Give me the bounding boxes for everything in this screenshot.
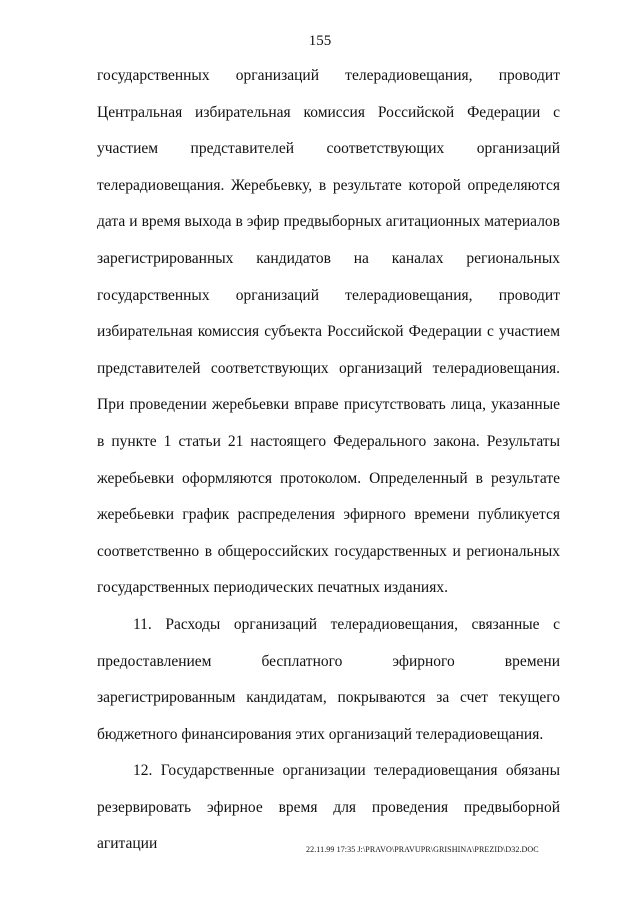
- document-body: [97, 58, 560, 863]
- page-number: 155: [308, 33, 332, 49]
- paragraph-item-12: 12. Государственные организации телерадиовещания обязаны резервировать эфирное время для проведения предвыборной агитации: [97, 762, 560, 853]
- paragraph-continuation: государственных организаций телерадиовещания, проводит Центральная избирательная комиссия Российской Федерации с участием представителей соответствующих организаций телерадиовещания. Жеребьевку, в результате которой определяются дата и время выхода в эфир предвыборных агитационных материалов зарегистрированных кандидатов на каналах региональных государственных организаций телерадиовещания, проводит избирательная комиссия субъекта Российской Федерации с участием представителей соответствующих организаций телерадиовещания. При проведении жеребьевки вправе присутствовать лица, указанные в пункте 1 статьи 21 настоящего Федерального закона. Результаты жеребьевки оформляются протоколом. Определенный в результате жеребьевки график распределения эфирного времени публикуется соответственно в общероссийских государственных и региональных государственных периодических печатных изданиях.: [97, 67, 560, 597]
- paragraph-item-11: 11. Расходы организаций телерадиовещания, связанные с предоставлением бесплатного эфирного времени зарегистрированным кандидатам, покрываются за счет текущего бюджетного финансирования этих организаций телерадиовещания.: [97, 615, 560, 743]
- file-path-footer: 22.11.99 17:35 J:\PRAVO\PRAVUPR\GRISHINA\PREZID\D32.DOC: [306, 845, 539, 854]
